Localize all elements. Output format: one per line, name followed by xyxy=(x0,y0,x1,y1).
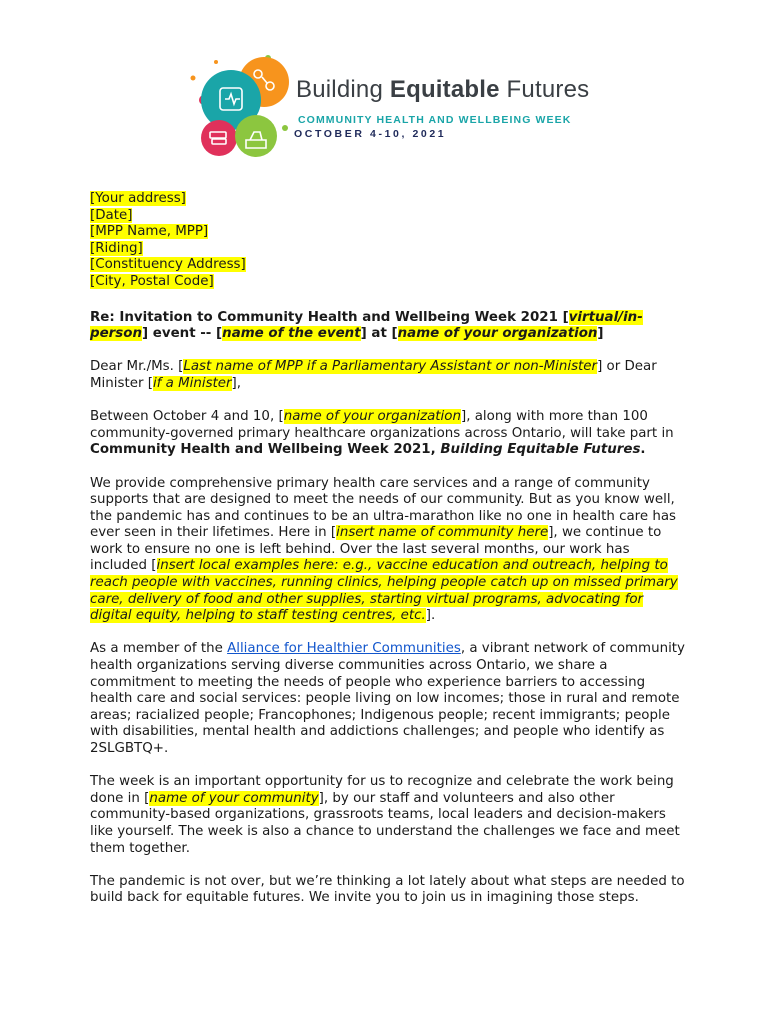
community-circles-icon xyxy=(186,48,298,158)
paragraph-week: The week is an important opportunity for us to recognize and celebrate the work being done in [name of your community], by our staff and volunteers and also other community-based organizations, grassroots teams, local leaders and decision-makers like yourself. The week is also a chance to understand the challenges we face and meet them together. xyxy=(90,774,680,856)
logo-dates: OCTOBER 4-10, 2021 xyxy=(294,128,447,140)
city-postal-line: [City, Postal Code] xyxy=(90,273,214,289)
alliance-link[interactable]: Alliance for Healthier Communities xyxy=(227,641,461,657)
event-logo xyxy=(186,48,590,158)
salutation: Dear Mr./Ms. [Last name of MPP if a Parliamentary Assistant or non-Minister] or Dear Minister [if a Minister], xyxy=(90,359,657,391)
paragraph-pandemic: The pandemic is not over, but we’re thinking a lot lately about what steps are needed to build back for equitable futures. We invite you to join us in imagining those steps. xyxy=(90,873,685,906)
riding-line: [Riding] xyxy=(90,240,143,256)
address-line: [Your address] xyxy=(90,191,186,206)
mpp-name-line: [MPP Name, MPP] xyxy=(90,224,209,240)
logo-subtitle: COMMUNITY HEALTH AND WELLBEING WEEK xyxy=(298,114,572,126)
paragraph-intro: Between October 4 and 10, [name of your organization], along with more than 100 community-governed primary healthcare organizations across Ontario, will take part in Community Health and Wellbeing Week 2021, Building Equitable Futures. xyxy=(90,409,674,458)
paragraph-alliance: As a member of the Alliance for Healthier Communities, a vibrant network of community health organizations serving diverse communities across Ontario, we share a commitment to meeting the needs of people who experience barriers to accessing health care and social services: people living on low incomes; those in rural and remote areas; racialized people; Francophones; Indigenous people; recent immigrants; people with disabilities, mental health and addictions challenges; and people who identify as 2SLGBTQ+. xyxy=(90,641,685,756)
constituency-address-line: [Constituency Address] xyxy=(90,257,246,273)
letter-body xyxy=(90,191,686,924)
date-line: [Date] xyxy=(90,207,133,223)
logo-title: Building Equitable Futures xyxy=(296,76,590,103)
subject-line: Re: Invitation to Community Health and Wellbeing Week 2021 [virtual/in-person] event -- [name of the event] at [name of your organization] xyxy=(90,309,643,342)
address-block xyxy=(90,191,686,291)
paragraph-services: We provide comprehensive primary health care services and a range of community supports that are designed to meet the needs of our community. But as you know well, the pandemic has and continues to be an ultra-marathon like no one in health care has ever seen in their lifetimes. Here in [insert name of community here], we continue to work to ensure no one is left behind. Over the last several months, our work has included [insert local examples here: e.g., vaccine education and outreach, helping to reach people with vaccines, running clinics, helping people catch up on missed primary care, delivery of food and other supplies, starting virtual programs, advocating for digital equity, helping to staff testing centres, etc.]. xyxy=(90,475,678,624)
